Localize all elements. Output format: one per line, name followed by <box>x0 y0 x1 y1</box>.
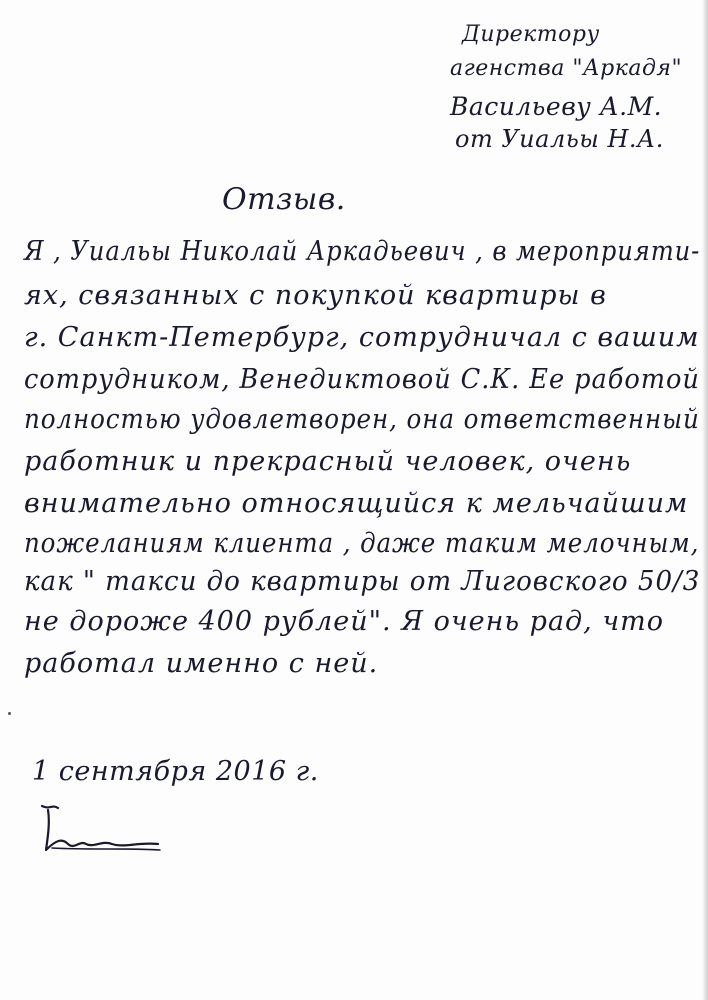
letter-title: Отзыв. <box>222 182 346 217</box>
scan-edge-shadow <box>702 0 708 1000</box>
body-line: не дороже 400 рублей". Я очень рад, что <box>24 606 664 637</box>
body-line: Я , Уиальы Николай Аркадьевич , в мероприяти- <box>24 236 701 267</box>
body-line: ях, связанных с покупкой квартиры в <box>24 280 607 311</box>
addressee-line-4: от Уиальы Н.А. <box>455 125 664 153</box>
body-line: пожеланиям клиента , даже таким мелочным, <box>24 528 700 559</box>
body-line: внимательно относящийся к мельчайшим <box>24 488 689 519</box>
paper-speck <box>8 712 11 715</box>
addressee-line-3: Васильеву А.М. <box>450 92 663 121</box>
body-line: сотрудником, Венедиктовой С.К. Ее работой <box>24 364 700 395</box>
body-line: полностью удовлетворен, она ответственный <box>24 404 700 435</box>
body-line: г. Санкт-Петербург, сотрудничал с вашим <box>24 322 700 353</box>
body-line: как " такси до квартиры от Лиговского 50/3 <box>24 566 701 597</box>
body-line: работник и прекрасный человек, очень <box>24 446 632 477</box>
body-line: работал именно с ней. <box>24 648 379 679</box>
addressee-line-2: агенства "Аркадя" <box>450 56 683 81</box>
handwritten-signature <box>28 800 168 860</box>
addressee-line-1: Директору <box>462 22 600 47</box>
letter-date: 1 сентября 2016 г. <box>32 756 319 787</box>
